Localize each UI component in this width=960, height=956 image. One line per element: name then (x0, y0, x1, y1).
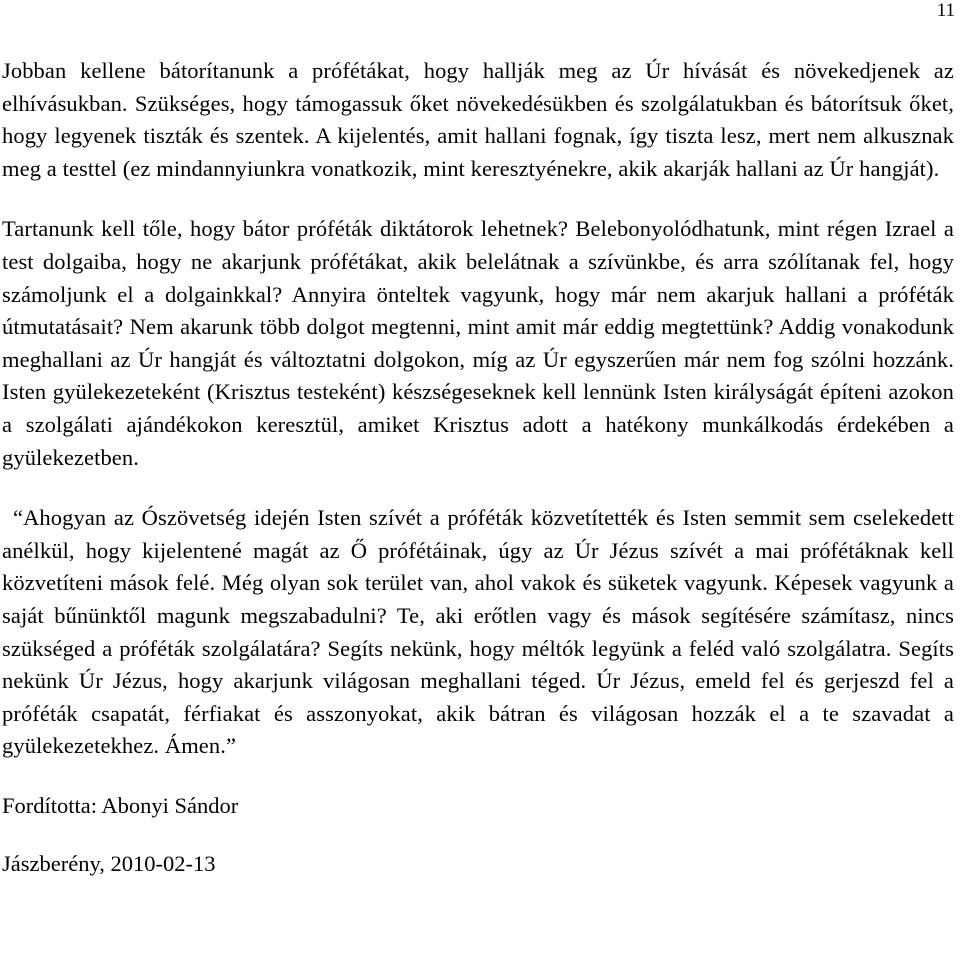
translator-credit: Fordította: Abonyi Sándor (2, 792, 239, 818)
document-body (2, 55, 954, 879)
paragraph-spacer (2, 821, 954, 849)
paragraph-bold-prophets: Tartanunk kell tőle, hogy bátor próféták diktátorok lehetnek? Belebonyolódhatunk, mint régen Izrael a test dolgaiba, hogy ne akarjunk prófétákat, akik belelátnak a szívünkbe, és arra szólítanak fel, hogy számoljunk el a dolgainkkal? Annyira önteltek vagyunk, hogy már nem akarjuk hallani a próféták útmutatásait? Nem akarunk több dolgot megtenni, mint amit már eddig megtettünk? Addig vonakodunk meghallani az Úr hangját és változtatni dolgokon, míg az Úr egyszerűen már nem fog szólni hozzánk. Isten gyülekezeteként (Krisztus testeként) készségeseknek kell lennünk Isten királyságát építeni azokon a szolgálati ajándékokon keresztül, amiket Krisztus adott a hatékony munkálkodás érdekében a gyülekezetben. (2, 216, 954, 470)
paragraph-spacer (2, 185, 954, 213)
paragraph-spacer (2, 474, 954, 502)
paragraph-encourage-prophets: Jobban kellene bátorítanunk a prófétákat, hogy hallják meg az Úr hívását és növekedjenek az elhívásukban. Szükséges, hogy támogassuk őket növekedésükben és szolgálatukban és bátorítsuk őket, hogy legyenek tiszták és szentek. A kijelentés, amit hallani fognak, így tiszta lesz, mert nem alkusznak meg a testtel (ez mindannyiunkra vonatkozik, mint keresztyénekre, akik akarják hallani az Úr hangját). (2, 58, 954, 181)
paragraph-spacer (2, 763, 954, 791)
paragraph-prayer-quote: “Ahogyan az Ószövetség idején Isten szívét a próféták közvetítették és Isten semmit sem cselekedett anélkül, hogy kijelentené magát az Ő prófétáinak, úgy az Úr Jézus szívét a mai prófétáknak kell közvetíteni mások felé. Még olyan sok terület van, ahol vakok és süketek vagyunk. Képesek vagyunk a saját bűnünktől magunk megszabadulni? Te, aki erőtlen vagy és mások segítésére számítasz, nincs szükséged a próféták szolgálatára? Segíts nekünk, hogy méltók legyünk a feléd való szolgálatra. Segíts nekünk Úr Jézus, hogy akarjunk világosan meghallani téged. Úr Jézus, emeld fel és gerjeszd fel a próféták csapatát, férfiakat és asszonyokat, akik bátran és világosan hozzák el a te szavadat a gyülekezetekhez. Ámen.” (2, 505, 954, 759)
place-date: Jászberény, 2010-02-13 (2, 850, 216, 876)
page-number: 11 (936, 0, 955, 21)
